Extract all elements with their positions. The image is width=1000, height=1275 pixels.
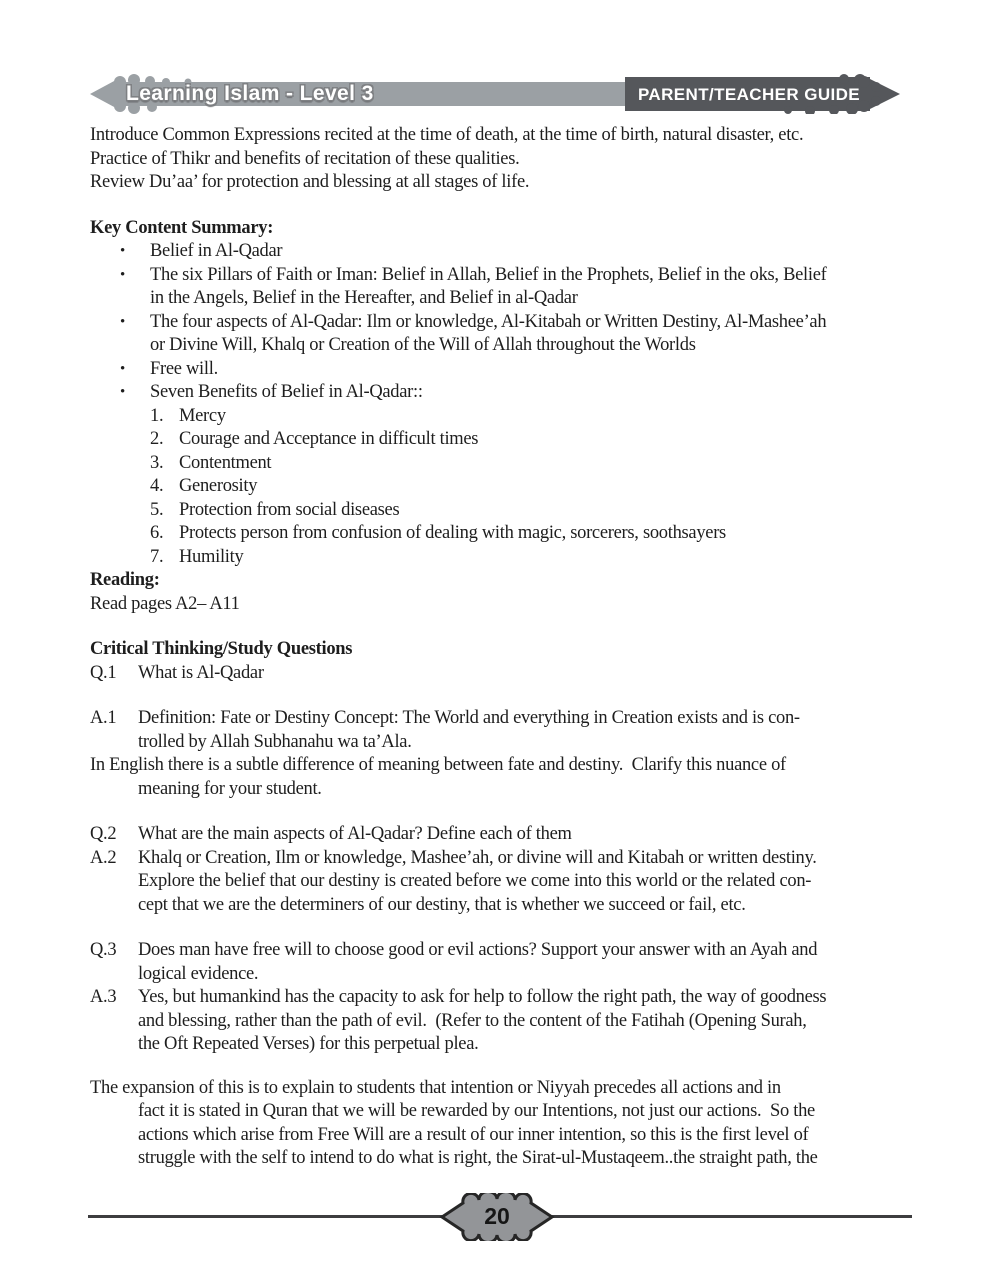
- question-q2: [90, 823, 912, 847]
- qa-text: What is Al-Qadar: [138, 662, 264, 683]
- qa-text: the Oft Repeated Verses) for this perpetual plea.: [138, 1034, 479, 1054]
- item-text: Protection from social diseases: [179, 499, 400, 520]
- bullet-text: Free will.: [150, 358, 218, 379]
- question-q3: [90, 939, 912, 986]
- bullet-text: Belief in Al-Qadar: [150, 241, 283, 261]
- note-line: In English there is a subtle difference of meaning between fate and destiny. Clarify this nuance of: [90, 755, 786, 775]
- intro-paragraph: [90, 124, 912, 195]
- closing-line: actions which arise from Free Will are a result of our inner intention, so this is the first level of: [138, 1124, 809, 1145]
- closing-line: struggle with the self to intend to do what is right, the Sirat-ul-Mustaqeem..the straight path, the: [138, 1148, 818, 1168]
- qa-text: cept that we are the determiners of our destiny, that is whether we succeed or fail, etc.: [138, 894, 746, 915]
- item-number: 1.: [150, 405, 164, 426]
- item-number: 7.: [150, 546, 164, 567]
- intro-line: Introduce Common Expressions recited at the time of death, at the time of birth, natural disaster, etc.: [90, 125, 804, 145]
- qa-text: Definition: Fate or Destiny Concept: The World and everything in Creation exists and is con-: [138, 708, 800, 728]
- qa-text: trolled by Allah Subhanahu wa ta’Ala.: [138, 731, 412, 752]
- bullet-icon: •: [120, 360, 125, 377]
- list-item: [90, 240, 912, 264]
- list-item: [90, 264, 912, 311]
- qa-label: Q.2: [90, 824, 117, 844]
- intro-line: Practice of Thikr and benefits of recitation of these qualities.: [90, 148, 520, 169]
- closing-line: The expansion of this is to explain to students that intention or Niyyah precedes all actions and in: [90, 1077, 781, 1098]
- qa-label: Q.3: [90, 940, 117, 960]
- bullet-text: The six Pillars of Faith or Iman: Belief in Allah, Belief in the Prophets, Belief in the oks, Belief: [150, 264, 827, 285]
- bullet-icon: •: [120, 384, 125, 400]
- critical-thinking-heading: Critical Thinking/Study Questions: [90, 639, 353, 659]
- item-text: Courage and Acceptance in difficult times: [179, 429, 479, 449]
- bullet-text: Seven Benefits of Belief in Al-Qadar::: [150, 382, 423, 402]
- item-number: 6.: [150, 523, 164, 543]
- list-item: [150, 522, 912, 546]
- item-text: Generosity: [179, 476, 258, 496]
- bullet-icon: •: [120, 243, 125, 259]
- qa-label: A.3: [90, 987, 117, 1007]
- list-item: [150, 499, 912, 523]
- qa-label: A.2: [90, 847, 117, 868]
- item-text: Humility: [179, 546, 244, 567]
- qa-text: and blessing, rather than the path of evil. (Refer to the content of the Fatihah (Opening Surah,: [138, 1010, 807, 1031]
- item-number: 4.: [150, 476, 164, 496]
- item-number: 3.: [150, 452, 164, 473]
- qa-label: A.1: [90, 708, 117, 728]
- note-line: meaning for your student.: [138, 778, 322, 799]
- bullet-text: in the Angels, Belief in the Hereafter, and Belief in al-Qadar: [150, 288, 578, 308]
- intro-line: Review Du’aa’ for protection and blessing at all stages of life.: [90, 172, 530, 192]
- item-text: Protects person from confusion of dealing with magic, sorcerers, soothsayers: [179, 523, 726, 543]
- guide-type-label: PARENT/TEACHER GUIDE: [637, 85, 861, 104]
- qa-label: Q.1: [90, 662, 117, 683]
- item-number: 5.: [150, 499, 164, 520]
- qa-text: logical evidence.: [138, 963, 259, 984]
- item-text: Contentment: [179, 452, 272, 473]
- page-number-badge: [439, 1193, 555, 1241]
- qa-text: What are the main aspects of Al-Qadar? Define each of them: [138, 824, 572, 844]
- list-item: [90, 358, 912, 382]
- bullet-icon: •: [120, 313, 125, 330]
- answer-a2: [90, 847, 912, 918]
- closing-paragraph: [90, 1077, 912, 1171]
- page-number: 20: [484, 1203, 510, 1229]
- list-item: [150, 546, 912, 570]
- qa-text: Yes, but humankind has the capacity to ask for help to follow the right path, the way of goodness: [138, 987, 827, 1007]
- reading-heading: Reading:: [90, 570, 160, 590]
- item-number: 2.: [150, 429, 164, 449]
- qa-text: Does man have free will to choose good or evil actions? Support your answer with an Ayah and: [138, 940, 818, 960]
- note-paragraph: [90, 754, 912, 801]
- list-item: [150, 475, 912, 499]
- list-item: [90, 311, 912, 358]
- header-banner: [88, 74, 902, 114]
- benefits-numbered-list: [90, 405, 912, 570]
- item-text: Mercy: [179, 405, 226, 426]
- list-item: [150, 405, 912, 429]
- list-item: [150, 428, 912, 452]
- answer-a3: [90, 986, 912, 1057]
- reading-text: Read pages A2– A11: [90, 593, 240, 614]
- list-item: [150, 452, 912, 476]
- closing-line: fact it is stated in Quran that we will be rewarded by our Intentions, not just our actions. So the: [138, 1101, 815, 1121]
- qa-text: Khalq or Creation, Ilm or knowledge, Mashee’ah, or divine will and Kitabah or written destiny.: [138, 847, 817, 868]
- key-content-bullet-list: [90, 240, 912, 405]
- bullet-text: The four aspects of Al-Qadar: Ilm or knowledge, Al-Kitabah or Written Destiny, Al-Mashee’ah: [150, 311, 827, 332]
- question-q1: [90, 662, 912, 686]
- list-item: [90, 381, 912, 405]
- bullet-icon: •: [120, 266, 125, 283]
- bullet-text: or Divine Will, Khalq or Creation of the Will of Allah throughout the Worlds: [150, 335, 696, 355]
- qa-text: Explore the belief that our destiny is created before we come into this world or the related con-: [138, 871, 812, 891]
- answer-a1: [90, 707, 912, 754]
- page-content: [90, 124, 912, 1171]
- book-title: Learning Islam - Level 3: [126, 82, 374, 105]
- key-content-heading: Key Content Summary:: [90, 217, 274, 238]
